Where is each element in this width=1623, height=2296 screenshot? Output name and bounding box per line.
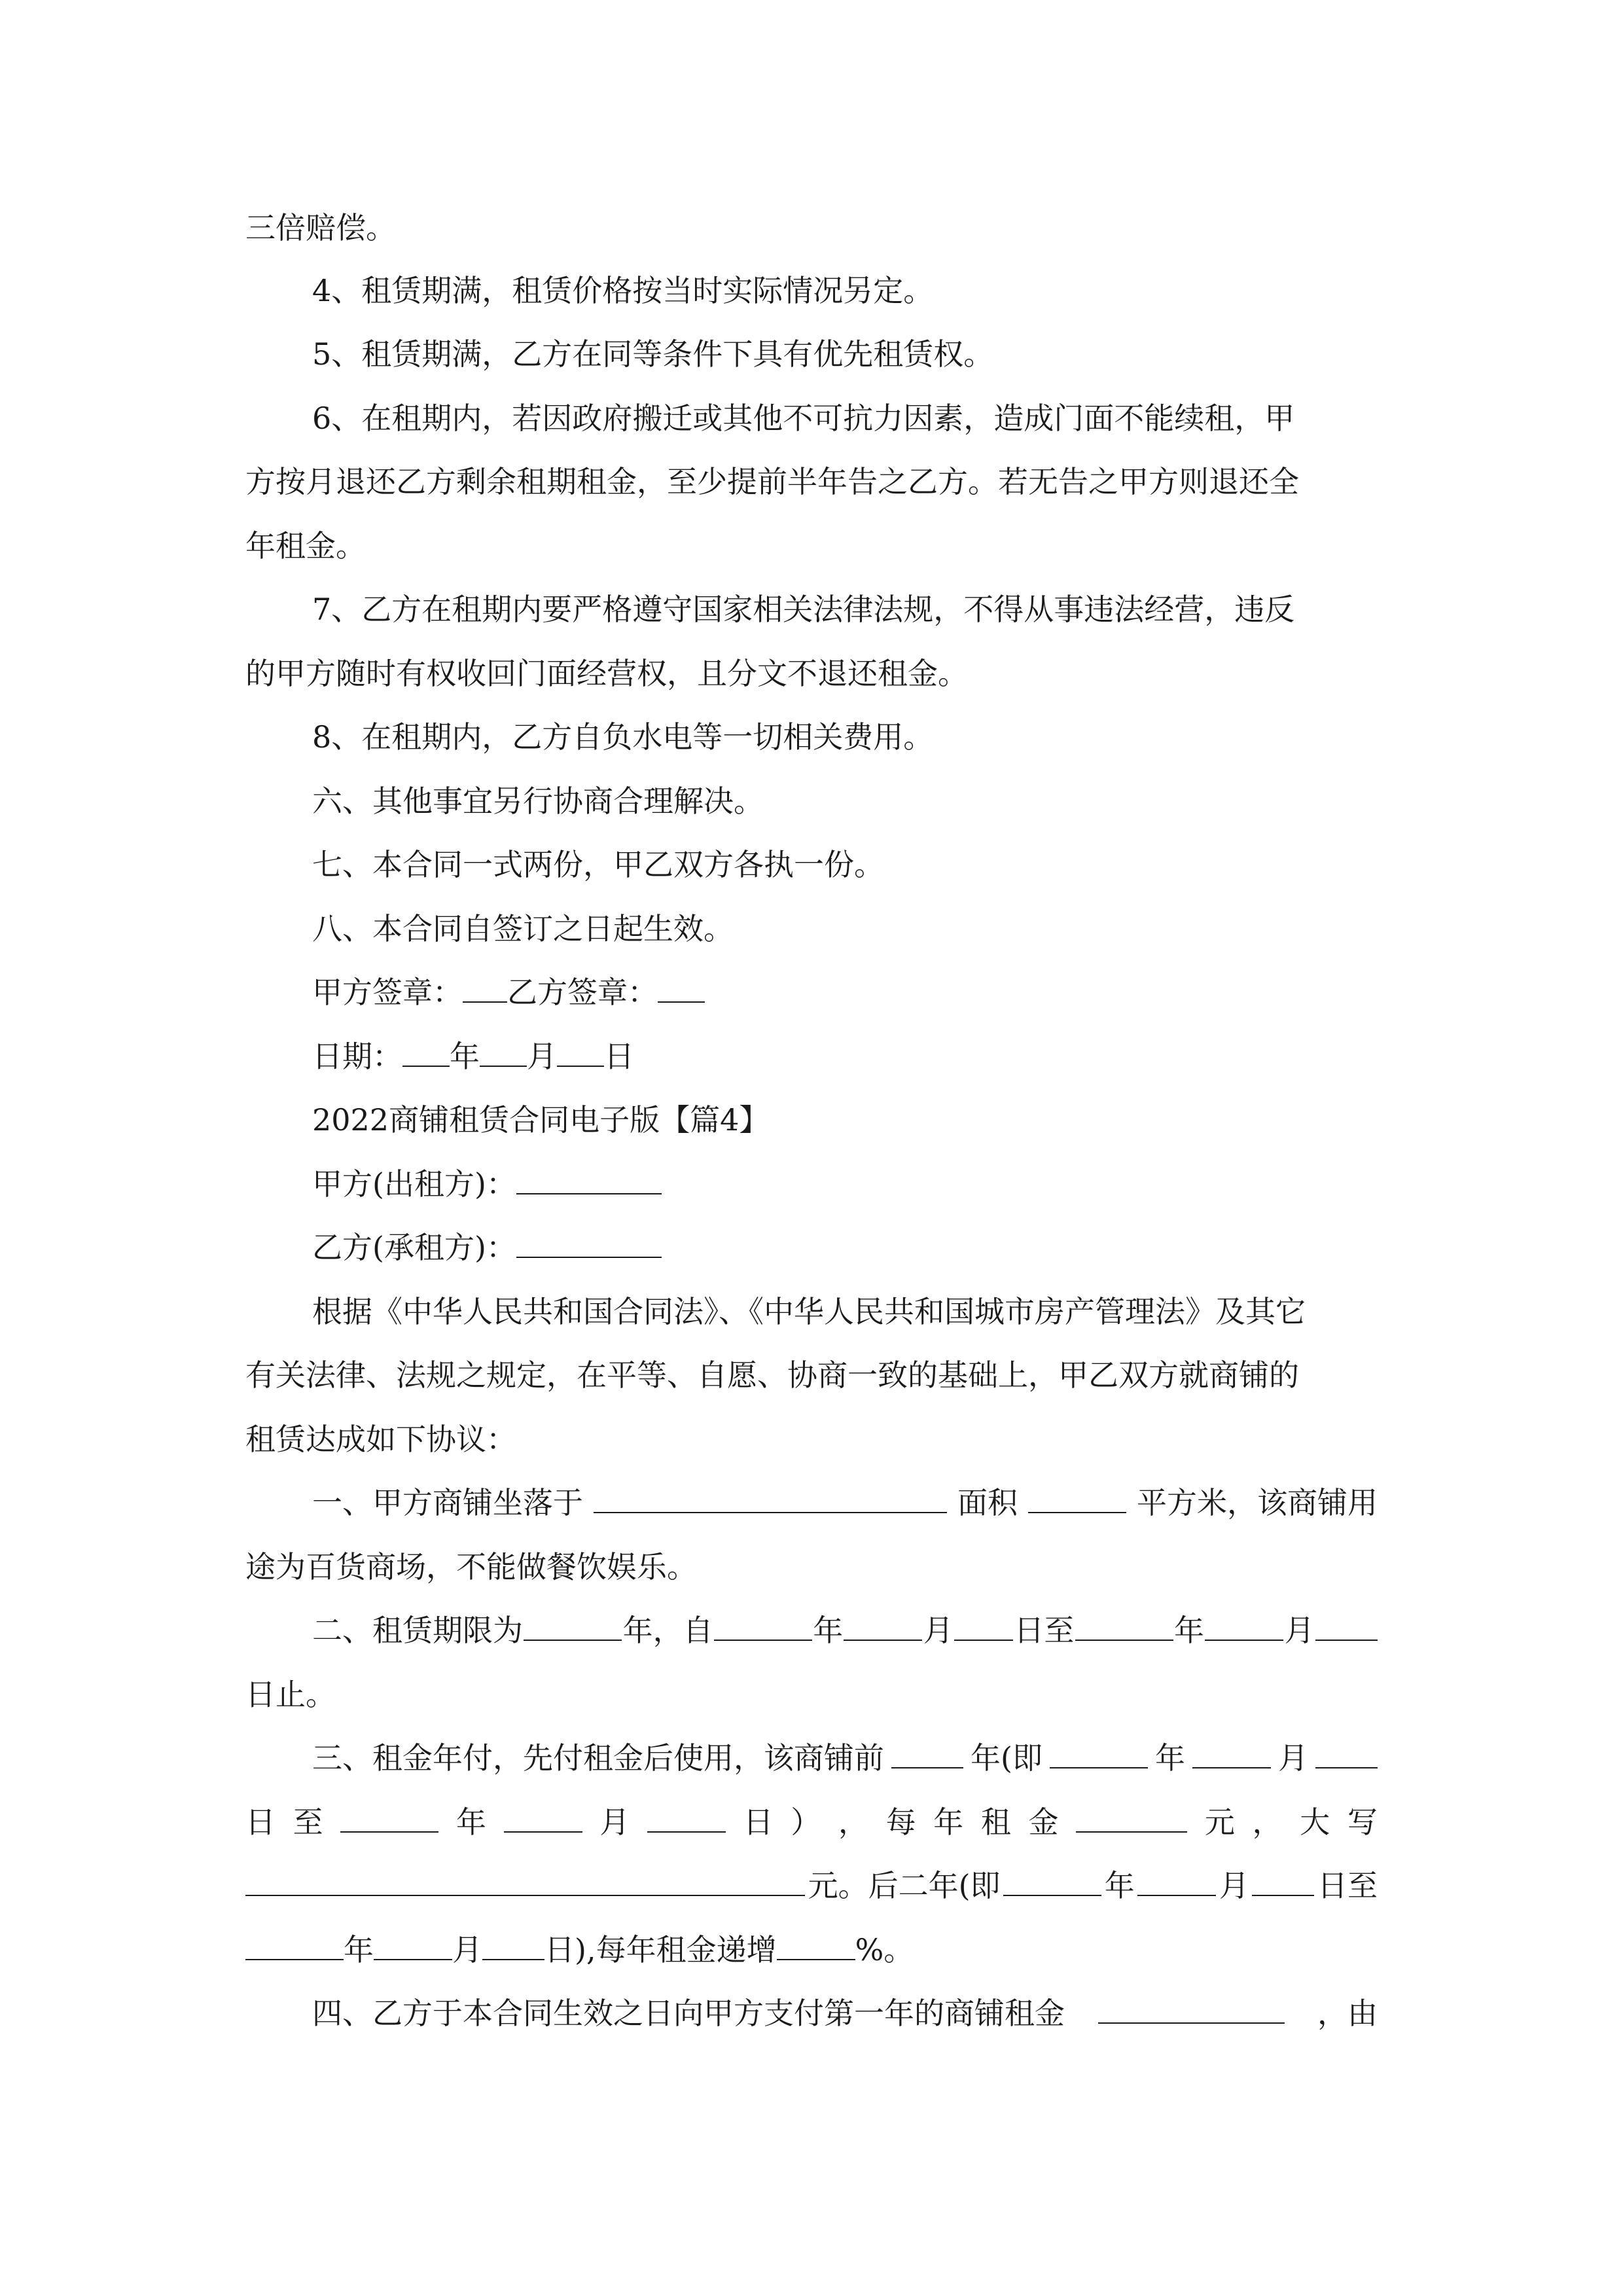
first-period-end-month-blank[interactable] <box>504 1803 582 1833</box>
clause-3-text: 大 <box>1300 1804 1330 1840</box>
signature-line <box>312 973 705 1012</box>
lessee-blank[interactable] <box>516 1228 662 1258</box>
first-period-start-day-blank[interactable] <box>1315 1738 1378 1768</box>
clause-4-text: 四、乙方于本合同生效之日向甲方支付第一年的商铺租金 <box>312 1996 1065 2031</box>
clause-1-text: 平方米，该商铺用 <box>1137 1485 1378 1520</box>
clause-3-text: 年(即 <box>971 1740 1043 1776</box>
clause-3-line-2 <box>245 1803 1378 1842</box>
year-label: 年 <box>450 1039 480 1074</box>
lessee-line <box>312 1228 662 1267</box>
first-period-end-year-blank[interactable] <box>340 1803 438 1833</box>
start-day-blank[interactable] <box>954 1611 1013 1641</box>
clause-8: 8、在租期内，乙方自负水电等一切相关费用。 <box>312 719 934 755</box>
clause-2-text: 年 <box>1173 1613 1204 1648</box>
preamble-line-1: 根据《中华人民共和国合同法》、《中华人民共和国城市房产管理法》及其它 <box>312 1294 1306 1329</box>
clause-3-text: 写 <box>1347 1804 1378 1840</box>
paragraph: 三倍赔偿。 <box>245 210 396 245</box>
area-blank[interactable] <box>1028 1483 1126 1513</box>
article-7: 七、本合同一式两份，甲乙双方各执一份。 <box>312 847 884 882</box>
clause-4: 4、租赁期满，租赁价格按当时实际情况另定。 <box>312 273 934 308</box>
clause-1-line-1 <box>312 1483 1378 1522</box>
clause-2-text: 月 <box>1284 1613 1315 1648</box>
clause-3-line-4 <box>245 1930 914 1969</box>
end-year-blank[interactable] <box>1075 1611 1173 1641</box>
clause-6-line-1: 6、在租期内，若因政府搬迁或其他不可抗力因素，造成门面不能续租，甲 <box>312 401 1295 436</box>
clause-6-line-2: 方按月退还乙方剩余租期租金，至少提前半年告之乙方。若无告之甲方则退还全 <box>245 464 1299 499</box>
term-years-blank[interactable] <box>524 1611 622 1641</box>
clause-4-line-1 <box>312 1994 1378 2033</box>
clause-3-text: ， <box>1252 1804 1283 1840</box>
second-period-start-year-blank[interactable] <box>1003 1866 1101 1896</box>
clause-3-text: ， <box>838 1804 868 1840</box>
clause-3-text: 至 <box>293 1804 323 1840</box>
clause-2-line-2: 日止。 <box>245 1677 336 1712</box>
party-a-signature-blank[interactable] <box>463 973 507 1003</box>
day-label: 日 <box>604 1039 634 1074</box>
end-day-blank[interactable] <box>1315 1611 1378 1641</box>
clause-3-text: 日 <box>245 1804 276 1840</box>
clause-3-text: 月 <box>452 1932 482 1967</box>
party-b-signature-blank[interactable] <box>658 973 705 1003</box>
section-heading: 2022商铺租赁合同电子版【篇4】 <box>312 1102 770 1138</box>
clause-6-line-3: 年租金。 <box>245 528 366 564</box>
second-period-end-day-blank[interactable] <box>482 1930 544 1960</box>
clause-2-text: 月 <box>923 1613 954 1648</box>
clause-2-text: 二、租赁期限为 <box>312 1613 523 1648</box>
clause-2-line-1 <box>312 1611 1378 1650</box>
month-label: 月 <box>527 1039 557 1074</box>
first-period-end-day-blank[interactable] <box>647 1803 726 1833</box>
clause-3-text: 年 <box>933 1804 964 1840</box>
year-blank[interactable] <box>402 1037 450 1067</box>
start-year-blank[interactable] <box>714 1611 812 1641</box>
lessor-blank[interactable] <box>516 1164 662 1194</box>
clause-3-text: 年 <box>1104 1868 1135 1903</box>
clause-3-text: 年 <box>455 1804 486 1840</box>
clause-4-text: ，由 <box>1317 1996 1378 2031</box>
clause-3-text: 金 <box>1028 1804 1059 1840</box>
clause-7-line-1: 7、乙方在租期内要严格遵守国家相关法律法规，不得从事违法经营，违反 <box>312 592 1295 627</box>
second-period-end-month-blank[interactable] <box>374 1930 452 1960</box>
clause-3-text: 租 <box>980 1804 1011 1840</box>
clause-3-text: ） <box>791 1804 821 1840</box>
party-b-signature-label: 乙方签章： <box>507 975 658 1010</box>
date-label: 日期： <box>312 1039 402 1074</box>
clause-3-text: 日 <box>743 1804 774 1840</box>
annual-rent-blank[interactable] <box>1076 1803 1187 1833</box>
clause-3-text: 日),每年租金递增 <box>544 1932 777 1967</box>
clause-5: 5、租赁期满，乙方在同等条件下具有优先租赁权。 <box>312 336 994 372</box>
location-blank[interactable] <box>594 1483 947 1513</box>
area-label: 面积 <box>957 1485 1018 1520</box>
lessor-line <box>312 1164 662 1204</box>
preamble-line-2: 有关法律、法规之规定，在平等、自愿、协商一致的基础上，甲乙双方就商铺的 <box>245 1357 1299 1393</box>
clause-3-text: %。 <box>855 1932 914 1967</box>
clause-3-text: 年 <box>344 1932 374 1967</box>
preamble-line-3: 租赁达成如下协议： <box>245 1422 516 1457</box>
clause-3-text: 月 <box>1219 1868 1249 1903</box>
clause-3-text: 年 <box>1154 1740 1185 1776</box>
clause-3-text: 元。后二年(即 <box>808 1868 1001 1903</box>
article-6: 六、其他事宜另行协商合理解决。 <box>312 783 764 819</box>
clause-3-text: 三、租金年付，先付租金后使用，该商铺前 <box>312 1740 884 1776</box>
month-blank[interactable] <box>480 1037 527 1067</box>
clause-3-text: 元 <box>1204 1804 1235 1840</box>
clause-3-text: 每 <box>885 1804 916 1840</box>
clause-2-text: 年 <box>813 1613 844 1648</box>
second-period-start-month-blank[interactable] <box>1137 1866 1216 1896</box>
clause-3-line-1 <box>312 1738 1378 1778</box>
second-period-end-year-blank[interactable] <box>245 1930 344 1960</box>
date-line <box>312 1037 634 1076</box>
clause-7-line-2: 的甲方随时有权收回门面经营权，且分文不退还租金。 <box>245 656 968 691</box>
start-month-blank[interactable] <box>844 1611 922 1641</box>
first-year-rent-blank[interactable] <box>1098 1994 1285 2024</box>
lessee-label: 乙方(承租方)： <box>312 1230 516 1265</box>
lessor-label: 甲方(出租方)： <box>312 1166 516 1202</box>
clause-1-line-2: 途为百货商场，不能做餐饮娱乐。 <box>245 1549 697 1585</box>
first-period-start-month-blank[interactable] <box>1192 1738 1271 1768</box>
clause-3-text: 月 <box>599 1804 630 1840</box>
clause-2-text: 年，自 <box>622 1613 713 1648</box>
party-a-signature-label: 甲方签章： <box>312 975 463 1010</box>
clause-3-text: 日至 <box>1317 1868 1378 1903</box>
day-blank[interactable] <box>557 1037 604 1067</box>
clause-3-text: 月 <box>1277 1740 1308 1776</box>
first-period-start-year-blank[interactable] <box>1050 1738 1148 1768</box>
clause-1-text: 一、甲方商铺坐落于 <box>312 1485 583 1520</box>
rent-in-words-blank[interactable] <box>245 1866 805 1896</box>
second-period-start-day-blank[interactable] <box>1252 1866 1314 1896</box>
first-period-years-blank[interactable] <box>891 1738 963 1768</box>
clause-3-line-3 <box>245 1866 1378 1905</box>
clause-2-text: 日至 <box>1014 1613 1075 1648</box>
article-8: 八、本合同自签订之日起生效。 <box>312 911 734 946</box>
rent-increase-blank[interactable] <box>777 1930 855 1960</box>
end-month-blank[interactable] <box>1205 1611 1283 1641</box>
